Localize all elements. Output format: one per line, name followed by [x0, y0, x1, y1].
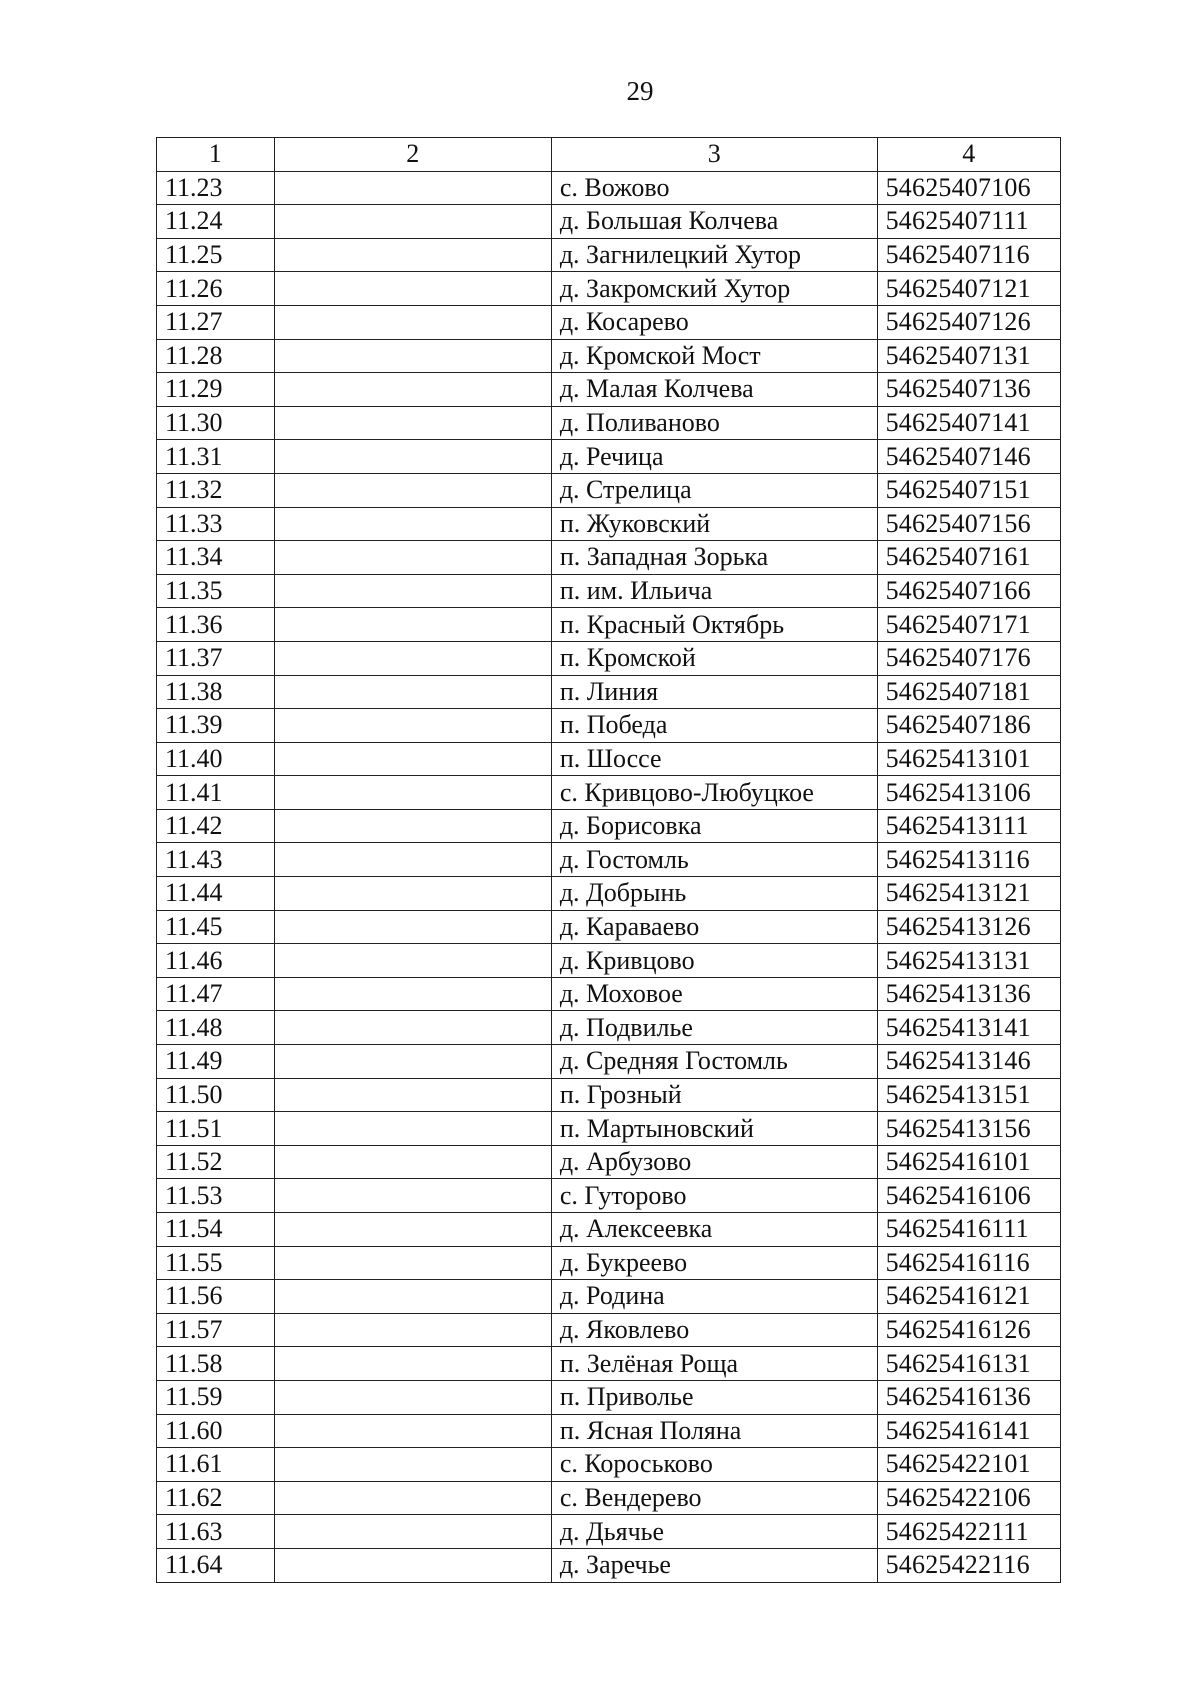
oktmo-code-cell: 54625407141	[877, 406, 1060, 440]
empty-cell	[274, 1280, 551, 1314]
settlement-name-cell: д. Алексеевка	[551, 1213, 877, 1247]
header-col-2: 2	[274, 138, 551, 172]
empty-cell	[274, 1011, 551, 1045]
table-row	[157, 339, 1061, 373]
empty-cell	[274, 1213, 551, 1247]
empty-cell	[274, 675, 551, 709]
settlement-name-cell: п. Мартыновский	[551, 1112, 877, 1146]
settlement-name-cell: д. Косарево	[551, 305, 877, 339]
oktmo-code-cell: 54625407186	[877, 709, 1060, 743]
oktmo-code-cell: 54625416126	[877, 1313, 1060, 1347]
row-number-cell: 11.48	[157, 1011, 275, 1045]
empty-cell	[274, 205, 551, 239]
settlement-name-cell: д. Большая Колчева	[551, 205, 877, 239]
empty-cell	[274, 406, 551, 440]
settlement-name-cell: п. Приволье	[551, 1380, 877, 1414]
row-number-cell: 11.59	[157, 1380, 275, 1414]
settlement-name-cell: п. Кромской	[551, 641, 877, 675]
empty-cell	[274, 709, 551, 743]
empty-cell	[274, 608, 551, 642]
table-row	[157, 877, 1061, 911]
empty-cell	[274, 1179, 551, 1213]
oktmo-code-cell: 54625413126	[877, 910, 1060, 944]
empty-cell	[274, 339, 551, 373]
oktmo-code-cell: 54625407136	[877, 373, 1060, 407]
oktmo-code-cell: 54625407126	[877, 305, 1060, 339]
row-number-cell: 11.56	[157, 1280, 275, 1314]
row-number-cell: 11.27	[157, 305, 275, 339]
row-number-cell: 11.63	[157, 1515, 275, 1549]
settlement-name-cell: с. Короськово	[551, 1448, 877, 1482]
empty-cell	[274, 1347, 551, 1381]
table-row	[157, 406, 1061, 440]
row-number-cell: 11.46	[157, 944, 275, 978]
table-row	[157, 809, 1061, 843]
table-row	[157, 574, 1061, 608]
settlement-name-cell: с. Вендерево	[551, 1481, 877, 1515]
oktmo-code-cell: 54625413141	[877, 1011, 1060, 1045]
empty-cell	[274, 1112, 551, 1146]
settlement-name-cell: д. Речица	[551, 440, 877, 474]
row-number-cell: 11.34	[157, 541, 275, 575]
empty-cell	[274, 809, 551, 843]
settlement-name-cell: д. Малая Колчева	[551, 373, 877, 407]
empty-cell	[274, 473, 551, 507]
oktmo-code-cell: 54625413151	[877, 1078, 1060, 1112]
row-number-cell: 11.42	[157, 809, 275, 843]
settlement-name-cell: п. Красный Октябрь	[551, 608, 877, 642]
settlement-name-cell: д. Заречье	[551, 1548, 877, 1582]
oktmo-code-cell: 54625407131	[877, 339, 1060, 373]
settlement-name-cell: д. Караваево	[551, 910, 877, 944]
oktmo-code-cell: 54625407171	[877, 608, 1060, 642]
row-number-cell: 11.38	[157, 675, 275, 709]
row-number-cell: 11.52	[157, 1145, 275, 1179]
oktmo-code-cell: 54625407146	[877, 440, 1060, 474]
table-row	[157, 709, 1061, 743]
row-number-cell: 11.29	[157, 373, 275, 407]
oktmo-code-cell: 54625422116	[877, 1548, 1060, 1582]
settlement-name-cell: д. Средняя Гостомль	[551, 1045, 877, 1079]
oktmo-code-cell: 54625407111	[877, 205, 1060, 239]
empty-cell	[274, 541, 551, 575]
row-number-cell: 11.24	[157, 205, 275, 239]
row-number-cell: 11.47	[157, 977, 275, 1011]
empty-cell	[274, 1481, 551, 1515]
oktmo-code-cell: 54625413121	[877, 877, 1060, 911]
table-row	[157, 1481, 1061, 1515]
row-number-cell: 11.54	[157, 1213, 275, 1247]
oktmo-code-cell: 54625413136	[877, 977, 1060, 1011]
settlement-name-cell: п. Ясная Поляна	[551, 1414, 877, 1448]
table-row	[157, 1078, 1061, 1112]
row-number-cell: 11.49	[157, 1045, 275, 1079]
empty-cell	[274, 1045, 551, 1079]
row-number-cell: 11.35	[157, 574, 275, 608]
oktmo-code-cell: 54625413131	[877, 944, 1060, 978]
row-number-cell: 11.62	[157, 1481, 275, 1515]
empty-cell	[274, 977, 551, 1011]
empty-cell	[274, 910, 551, 944]
oktmo-code-cell: 54625407166	[877, 574, 1060, 608]
settlement-name-cell: д. Подвилье	[551, 1011, 877, 1045]
settlement-name-cell: д. Добрынь	[551, 877, 877, 911]
row-number-cell: 11.43	[157, 843, 275, 877]
table-row	[157, 742, 1061, 776]
settlement-name-cell: п. Жуковский	[551, 507, 877, 541]
empty-cell	[274, 1448, 551, 1482]
empty-cell	[274, 877, 551, 911]
settlement-name-cell: д. Арбузово	[551, 1145, 877, 1179]
row-number-cell: 11.60	[157, 1414, 275, 1448]
row-number-cell: 11.64	[157, 1548, 275, 1582]
table-row	[157, 1347, 1061, 1381]
empty-cell	[274, 1548, 551, 1582]
row-number-cell: 11.51	[157, 1112, 275, 1146]
oktmo-code-cell: 54625407176	[877, 641, 1060, 675]
settlement-name-cell: д. Загнилецкий Хутор	[551, 238, 877, 272]
table-row	[157, 507, 1061, 541]
empty-cell	[274, 373, 551, 407]
empty-cell	[274, 574, 551, 608]
empty-cell	[274, 1515, 551, 1549]
empty-cell	[274, 1246, 551, 1280]
settlement-name-cell: д. Кривцово	[551, 944, 877, 978]
settlement-name-cell: п. Грозный	[551, 1078, 877, 1112]
row-number-cell: 11.57	[157, 1313, 275, 1347]
settlement-name-cell: д. Моховое	[551, 977, 877, 1011]
oktmo-code-cell: 54625416101	[877, 1145, 1060, 1179]
empty-cell	[274, 742, 551, 776]
settlement-name-cell: д. Гостомль	[551, 843, 877, 877]
empty-cell	[274, 1414, 551, 1448]
oktmo-code-cell: 54625407116	[877, 238, 1060, 272]
row-number-cell: 11.36	[157, 608, 275, 642]
row-number-cell: 11.58	[157, 1347, 275, 1381]
empty-cell	[274, 272, 551, 306]
settlement-name-cell: с. Вожово	[551, 171, 877, 205]
settlement-name-cell: д. Закромский Хутор	[551, 272, 877, 306]
table-row	[157, 238, 1061, 272]
empty-cell	[274, 1380, 551, 1414]
settlements-table	[156, 137, 1061, 1583]
empty-cell	[274, 507, 551, 541]
table-row	[157, 1179, 1061, 1213]
row-number-cell: 11.26	[157, 272, 275, 306]
settlement-name-cell: с. Гуторово	[551, 1179, 877, 1213]
table-row	[157, 1011, 1061, 1045]
table-row	[157, 473, 1061, 507]
settlement-name-cell: д. Кромской Мост	[551, 339, 877, 373]
row-number-cell: 11.23	[157, 171, 275, 205]
empty-cell	[274, 843, 551, 877]
table-row	[157, 541, 1061, 575]
oktmo-code-cell: 54625413116	[877, 843, 1060, 877]
table-row	[157, 1280, 1061, 1314]
oktmo-code-cell: 54625413101	[877, 742, 1060, 776]
header-col-4: 4	[877, 138, 1060, 172]
settlement-name-cell: д. Букреево	[551, 1246, 877, 1280]
row-number-cell: 11.53	[157, 1179, 275, 1213]
oktmo-code-cell: 54625416121	[877, 1280, 1060, 1314]
oktmo-code-cell: 54625407121	[877, 272, 1060, 306]
table-row	[157, 305, 1061, 339]
table-row	[157, 1548, 1061, 1582]
table-row	[157, 776, 1061, 810]
table-row	[157, 440, 1061, 474]
row-number-cell: 11.37	[157, 641, 275, 675]
table-row	[157, 1448, 1061, 1482]
table-row	[157, 641, 1061, 675]
oktmo-code-cell: 54625413111	[877, 809, 1060, 843]
table-row	[157, 1414, 1061, 1448]
settlement-name-cell: д. Стрелица	[551, 473, 877, 507]
empty-cell	[274, 171, 551, 205]
oktmo-code-cell: 54625416106	[877, 1179, 1060, 1213]
table-row	[157, 843, 1061, 877]
settlement-name-cell: п. Шоссе	[551, 742, 877, 776]
settlement-name-cell: д. Яковлево	[551, 1313, 877, 1347]
table-row	[157, 171, 1061, 205]
header-row	[157, 138, 1061, 172]
table-row	[157, 1515, 1061, 1549]
settlement-name-cell: д. Борисовка	[551, 809, 877, 843]
oktmo-code-cell: 54625407106	[877, 171, 1060, 205]
table-row	[157, 1313, 1061, 1347]
settlement-name-cell: п. Победа	[551, 709, 877, 743]
table-row	[157, 1045, 1061, 1079]
settlement-name-cell: д. Дьячье	[551, 1515, 877, 1549]
settlement-name-cell: п. Линия	[551, 675, 877, 709]
settlement-name-cell: с. Кривцово-Любуцкое	[551, 776, 877, 810]
row-number-cell: 11.55	[157, 1246, 275, 1280]
table-row	[157, 1213, 1061, 1247]
table-row	[157, 608, 1061, 642]
header-col-1: 1	[157, 138, 275, 172]
settlement-name-cell: д. Родина	[551, 1280, 877, 1314]
table-row	[157, 1380, 1061, 1414]
row-number-cell: 11.30	[157, 406, 275, 440]
settlement-name-cell: п. Западная Зорька	[551, 541, 877, 575]
table-row	[157, 373, 1061, 407]
oktmo-code-cell: 54625416116	[877, 1246, 1060, 1280]
empty-cell	[274, 305, 551, 339]
table-row	[157, 205, 1061, 239]
row-number-cell: 11.40	[157, 742, 275, 776]
settlement-name-cell: п. Зелёная Роща	[551, 1347, 877, 1381]
oktmo-code-cell: 54625407181	[877, 675, 1060, 709]
oktmo-code-cell: 54625422111	[877, 1515, 1060, 1549]
table-row	[157, 944, 1061, 978]
oktmo-code-cell: 54625416136	[877, 1380, 1060, 1414]
oktmo-code-cell: 54625413156	[877, 1112, 1060, 1146]
table-row	[157, 977, 1061, 1011]
row-number-cell: 11.41	[157, 776, 275, 810]
empty-cell	[274, 944, 551, 978]
oktmo-code-cell: 54625422101	[877, 1448, 1060, 1482]
oktmo-code-cell: 54625407161	[877, 541, 1060, 575]
empty-cell	[274, 1078, 551, 1112]
row-number-cell: 11.25	[157, 238, 275, 272]
oktmo-code-cell: 54625407156	[877, 507, 1060, 541]
row-number-cell: 11.50	[157, 1078, 275, 1112]
row-number-cell: 11.28	[157, 339, 275, 373]
oktmo-code-cell: 54625416111	[877, 1213, 1060, 1247]
table-body	[157, 171, 1061, 1582]
page-number: 29	[626, 76, 654, 106]
header-col-3: 3	[551, 138, 877, 172]
table-row	[157, 272, 1061, 306]
row-number-cell: 11.45	[157, 910, 275, 944]
row-number-cell: 11.33	[157, 507, 275, 541]
table-row	[157, 910, 1061, 944]
oktmo-code-cell: 54625416131	[877, 1347, 1060, 1381]
settlement-name-cell: п. им. Ильича	[551, 574, 877, 608]
row-number-cell: 11.44	[157, 877, 275, 911]
row-number-cell: 11.31	[157, 440, 275, 474]
oktmo-code-cell: 54625416141	[877, 1414, 1060, 1448]
empty-cell	[274, 440, 551, 474]
table-row	[157, 1246, 1061, 1280]
empty-cell	[274, 1313, 551, 1347]
row-number-cell: 11.32	[157, 473, 275, 507]
table-row	[157, 1112, 1061, 1146]
empty-cell	[274, 776, 551, 810]
oktmo-code-cell: 54625422106	[877, 1481, 1060, 1515]
table-row	[157, 1145, 1061, 1179]
empty-cell	[274, 641, 551, 675]
oktmo-code-cell: 54625407151	[877, 473, 1060, 507]
table-header	[157, 138, 1061, 172]
empty-cell	[274, 1145, 551, 1179]
oktmo-code-cell: 54625413106	[877, 776, 1060, 810]
oktmo-code-cell: 54625413146	[877, 1045, 1060, 1079]
empty-cell	[274, 238, 551, 272]
settlement-name-cell: д. Поливаново	[551, 406, 877, 440]
row-number-cell: 11.39	[157, 709, 275, 743]
row-number-cell: 11.61	[157, 1448, 275, 1482]
table-row	[157, 675, 1061, 709]
